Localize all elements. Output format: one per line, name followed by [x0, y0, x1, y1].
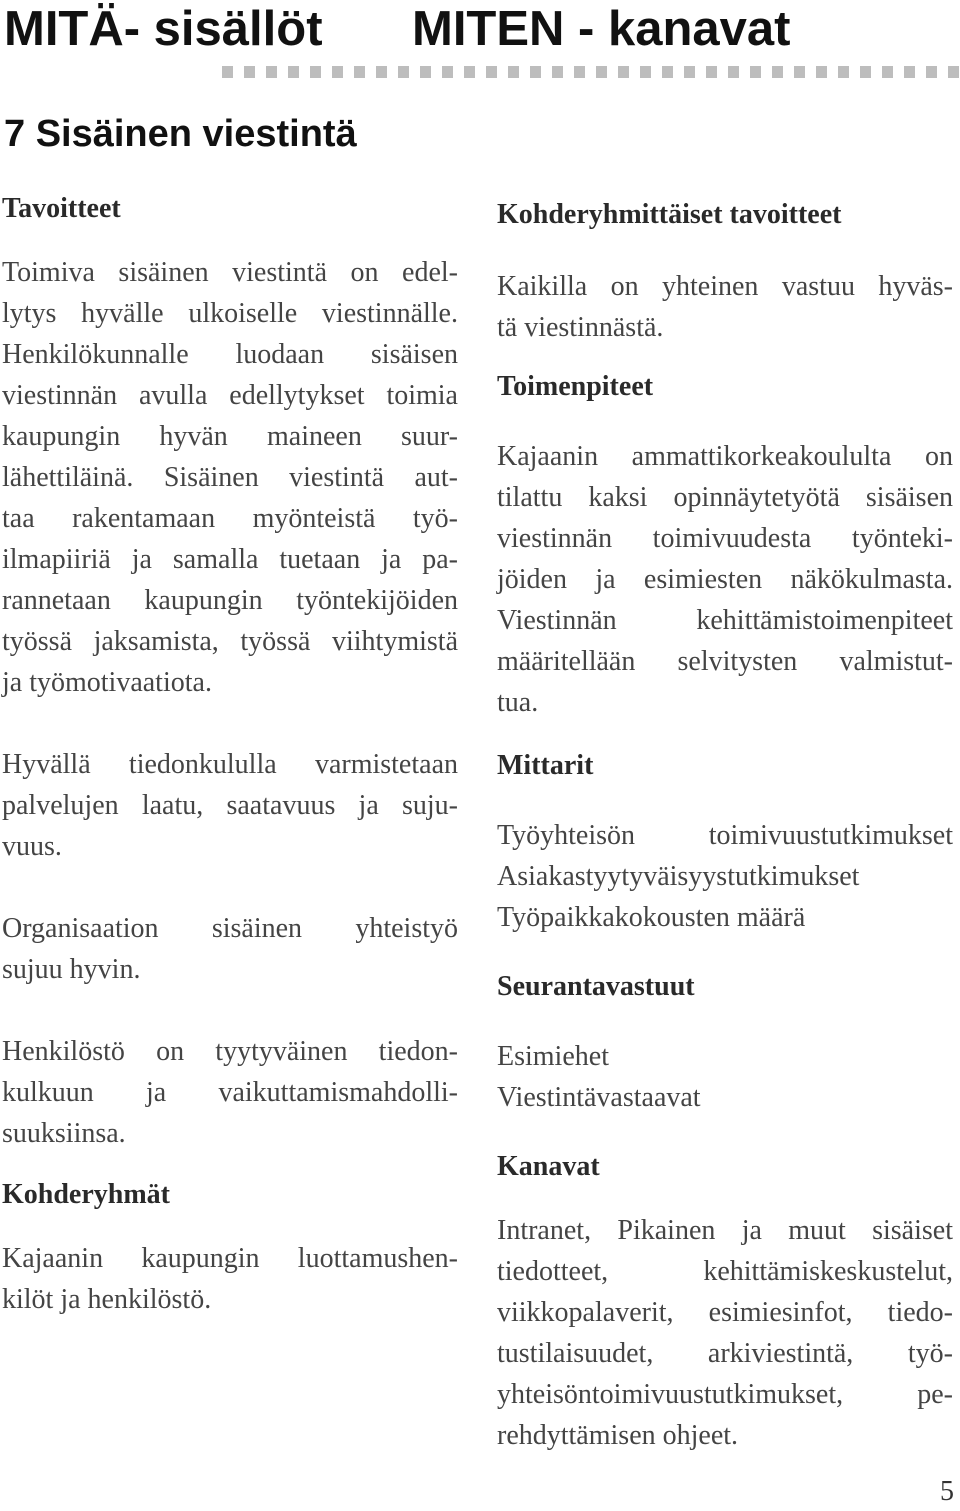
- text-line: Viestinnän kehittämistoimenpiteet: [497, 605, 953, 636]
- text-line: kulkuun ja vaikuttamismahdolli-: [2, 1077, 458, 1108]
- heading-kohderyhmittaiset-tavoitteet: Kohderyhmittäiset tavoitteet: [497, 199, 842, 230]
- text-line: sujuu hyvin.: [2, 954, 141, 985]
- text-line: tilattu kaksi opinnäytetyötä sisäisen: [497, 482, 953, 513]
- text-line: palvelujen laatu, saatavuus ja suju-: [2, 790, 458, 821]
- text-line: Intranet, Pikainen ja muut sisäiset: [497, 1215, 953, 1246]
- heading-kanavat: Kanavat: [497, 1151, 600, 1182]
- text-line: Työyhteisön toimivuustutkimukset: [497, 820, 953, 851]
- paragraph-kanavat: [497, 1210, 953, 1456]
- text-line: lytys hyvälle ulkoiselle viestinnälle.: [2, 298, 458, 329]
- text-line: kilöt ja henkilöstö.: [2, 1284, 212, 1315]
- text-line: taa rakentamaan myönteistä työ-: [2, 503, 458, 534]
- heading-seurantavastuut: Seurantavastuut: [497, 971, 695, 1002]
- header-title-mita: MITÄ- sisällöt: [4, 2, 323, 56]
- header-dotted-rule: [222, 66, 960, 78]
- paragraph-yhteistyo: [2, 908, 458, 990]
- text-line: kaupungin hyvän maineen suur-: [2, 421, 458, 452]
- paragraph-kohderyhmat: [2, 1238, 458, 1320]
- text-line: jöiden ja esimiesten näkökulmasta.: [497, 564, 953, 595]
- text-line: ja työmotivaatiota.: [2, 667, 212, 698]
- heading-kohderyhmat: Kohderyhmät: [2, 1179, 170, 1210]
- text-line: Kaikilla on yhteinen vastuu hyväs-: [497, 271, 953, 302]
- paragraph-toimenpiteet: [497, 436, 953, 723]
- text-line: Asiakastyytyväisyystutkimukset: [497, 861, 860, 892]
- text-line: ilmapiiriä ja samalla tuetaan ja pa-: [2, 544, 458, 575]
- text-line: tä viestinnästä.: [497, 312, 664, 343]
- page-header: [4, 0, 791, 58]
- text-line: tiedotteet, kehittämiskeskustelut,: [497, 1256, 953, 1287]
- text-line: Viestintävastaavat: [497, 1082, 701, 1113]
- text-line: Kajaanin kaupungin luottamushen-: [2, 1243, 458, 1274]
- text-line: vuus.: [2, 831, 62, 862]
- text-line: viikkopalaverit, esimiesinfot, tiedo-: [497, 1297, 953, 1328]
- text-line: Henkilökunnalle luodaan sisäisen: [2, 339, 458, 370]
- text-line: Organisaation sisäinen yhteistyö: [2, 913, 458, 944]
- right-column: [497, 196, 953, 1456]
- section-title: 7 Sisäinen viestintä: [4, 113, 357, 155]
- text-line: Esimiehet: [497, 1041, 609, 1072]
- text-line: Hyvällä tiedonkululla varmistetaan: [2, 749, 458, 780]
- paragraph-tavoitteet: [2, 252, 458, 703]
- header-title-miten: MITEN - kanavat: [412, 2, 791, 56]
- text-line: työssä jaksamista, työssä viihtymistä: [2, 626, 458, 657]
- text-line: viestinnän avulla edellytykset toimia: [2, 380, 458, 411]
- text-line: rannetaan kaupungin työntekijöiden: [2, 585, 458, 616]
- text-line: Toimiva sisäinen viestintä on edel-: [2, 257, 458, 288]
- paragraph-kohderyhmittaiset-tavoitteet: [497, 266, 953, 348]
- text-line: Työpaikkakokousten määrä: [497, 902, 806, 933]
- text-line: suuksiinsa.: [2, 1118, 126, 1149]
- text-line: rehdyttämisen ohjeet.: [497, 1420, 739, 1451]
- text-line: tua.: [497, 687, 539, 718]
- text-line: yhteisöntoimivuustutkimukset, pe-: [497, 1379, 953, 1410]
- paragraph-tiedonkulku: [2, 744, 458, 867]
- text-line: viestinnän toimivuudesta työnteki-: [497, 523, 953, 554]
- list-seurantavastuut: [497, 1036, 953, 1118]
- text-line: lähettiläinä. Sisäinen viestintä aut-: [2, 462, 458, 493]
- left-column: [2, 190, 458, 1320]
- text-line: Henkilöstö on tyytyväinen tiedon-: [2, 1036, 458, 1067]
- list-mittarit: [497, 815, 953, 938]
- text-line: määritellään selvitysten valmistut-: [497, 646, 953, 677]
- heading-mittarit: Mittarit: [497, 750, 594, 781]
- page-number: 5: [940, 1476, 954, 1507]
- heading-toimenpiteet: Toimenpiteet: [497, 371, 654, 402]
- text-line: tustilaisuudet, arkiviestintä, työ-: [497, 1338, 953, 1369]
- text-line: Kajaanin ammattikorkeakoululta on: [497, 441, 953, 472]
- paragraph-henkilosto: [2, 1031, 458, 1154]
- heading-tavoitteet: Tavoitteet: [2, 193, 121, 224]
